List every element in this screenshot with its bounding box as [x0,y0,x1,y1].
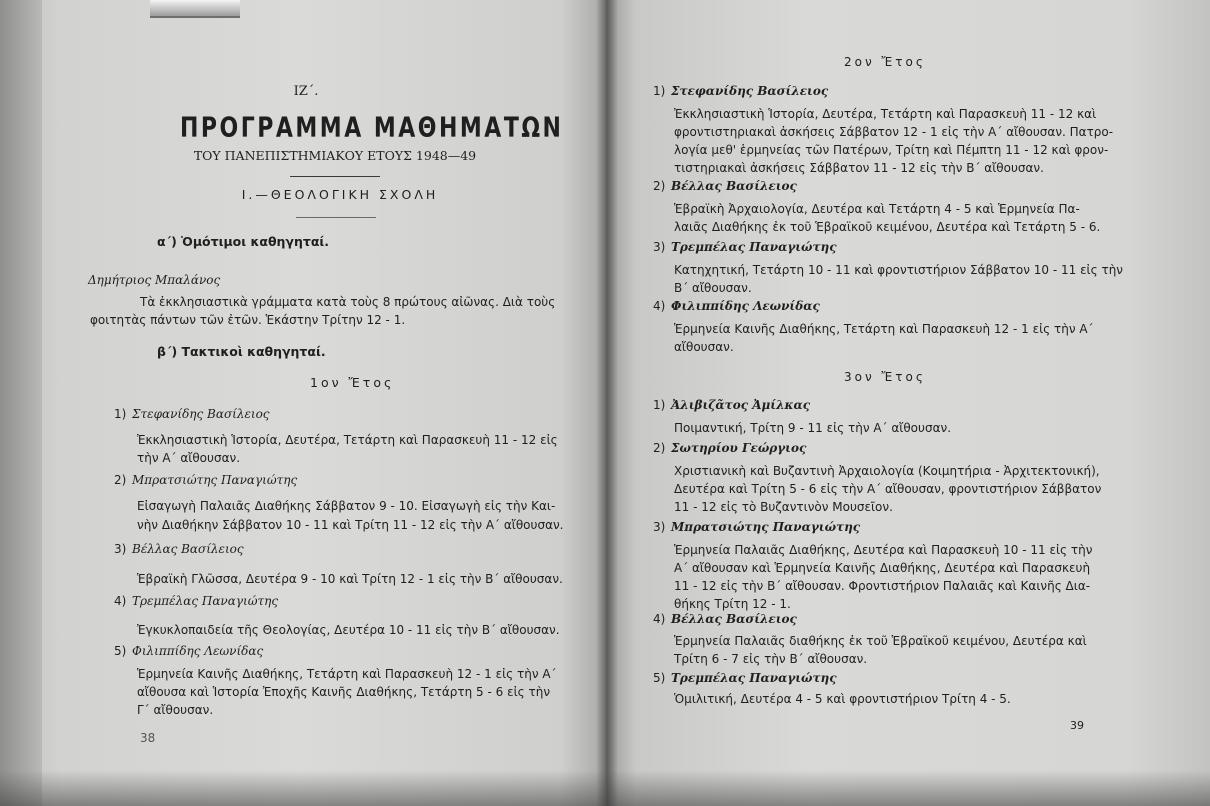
page-edge-shadow [0,0,42,806]
course-number: 5) [653,671,666,685]
course-description: λογία μεθ' ἑρμηνείας τῶν Πατέρων, Τρίτη καὶ Πέμπτη 11 - 12 καὶ φρον- [674,143,1109,157]
course-entry [653,613,797,625]
course-entry [114,595,278,607]
course-number: 3) [653,520,666,534]
course-number: 4) [114,594,127,608]
course-description: θήκης Τρίτη 12 - 1. [674,597,791,611]
course-description: νὴν Διαθήκην Σάββατον 10 - 11 καὶ Τρίτη 11 - 12 εἰς τὴν Α΄ αἴθουσαν. [137,518,564,532]
course-number: 1) [653,84,666,98]
professor-name: Φιλιππίδης Λεωνίδας [132,644,264,658]
course-description: τὴν Α΄ αἴθουσαν. [137,451,241,465]
course-description: Α΄ αἴθουσαν καὶ Ἑρμηνεία Καινῆς Διαθήκης, Δευτέρα καὶ Παρασκευὴ [674,561,1091,575]
course-entry [114,474,297,486]
course-entry [653,442,806,454]
course-number: 2) [653,179,666,193]
course-description: Δευτέρα καὶ Τρίτη 5 - 6 εἰς τὴν Α΄ αἴθουσαν, φροντιστήριον Σάββατον [674,482,1102,496]
page-number: 39 [1070,719,1084,732]
course-entry [653,399,810,411]
professor-name: Τρεμπέλας Παναγιώτης [671,240,837,254]
course-description: Ἐκκλησιαστικὴ Ἱστορία, Δευτέρα, Τετάρτη καὶ Παρασκευὴ 11 - 12 εἰς [137,433,558,447]
course-description: Γ΄ αἴθουσαν. [137,703,214,717]
course-number: 1) [653,398,666,412]
course-description: Ἑρμηνεία Καινῆς Διαθήκης, Τετάρτη καὶ Παρασκευὴ 12 - 1 εἰς τὴν Α΄ [137,667,557,681]
course-number: 4) [653,299,666,313]
course-entry [653,241,837,253]
year-2-heading: 2ον Ἔτος [844,55,926,69]
professor-name: Τρεμπέλας Παναγιώτης [132,594,279,608]
year-1-heading: 1ον Ἔτος [310,375,395,390]
course-number: 4) [653,612,666,626]
emeritus-text-line: φοιτητὰς πάντων τῶν ἐτῶν. Ἑκάστην Τρίτην 12 - 1. [90,313,406,327]
professor-name: Φιλιππίδης Λεωνίδας [671,299,820,313]
course-number: 3) [114,542,127,556]
emeritus-text-line: Τὰ ἐκκλησιαστικὰ γράμματα κατὰ τοὺς 8 πρώτους αἰῶνας. Διὰ τοὺς [140,295,556,309]
course-description: Ἑρμηνεία Παλαιᾶς διαθήκης ἐκ τοῦ Ἑβραϊκοῦ κειμένου, Δευτέρα καὶ [674,634,1087,648]
professor-name: Ἀλιβιζᾶτος Ἀμίλκας [671,398,811,412]
course-description: Κατηχητική, Τετάρτη 10 - 11 καὶ φροντιστήριον Σάββατον 10 - 11 εἰς τὴν [674,263,1124,277]
course-description: Β΄ αἴθουσαν. [674,281,752,295]
course-description: Ποιμαντική, Τρίτη 9 - 11 εἰς τὴν Α΄ αἴθουσαν. [674,421,952,435]
course-entry [653,300,820,312]
emeritus-professor-name: Δημήτριος Μπαλάνος [88,273,221,287]
professor-name: Σωτηρίου Γεώργιος [671,441,807,455]
course-description: Εἰσαγωγὴ Παλαιᾶς Διαθήκης Σάββατον 9 - 10. Εἰσαγωγὴ εἰς τὴν Και- [137,499,556,513]
subtitle: ΤΟΥ ΠΑΝΕΠΙΣΤΗΜΙΑΚΟΥ ΕΤΟΥΣ 1948—49 [193,148,477,163]
course-number: 1) [114,407,127,421]
school-heading: Ι.—ΘΕΟΛΟΓΙΚΗ ΣΧΟΛΗ [241,187,439,202]
course-entry [653,85,828,97]
professor-name: Βέλλας Βασίλειος [132,542,244,556]
course-entry [114,408,270,420]
course-number: 2) [653,441,666,455]
professor-name: Μπρατσιώτης Παναγιώτης [671,520,861,534]
section-a-heading: α΄) Ὁμότιμοι καθηγηταί. [157,234,330,249]
course-description: αἴθουσαν. [674,340,734,354]
course-description: Ἑβραϊκὴ Γλῶσσα, Δευτέρα 9 - 10 καὶ Τρίτη 12 - 1 εἰς τὴν Β΄ αἴθουσαν. [137,572,563,586]
course-description: τιστηριακαὶ ἀσκήσεις Σάββατον 11 - 12 εἰς τὴν Β΄ αἴθουσαν. [674,161,1044,175]
professor-name: Βέλλας Βασίλειος [671,179,797,193]
course-entry [653,672,837,684]
course-number: 2) [114,473,127,487]
course-description: Χριστιανικὴ καὶ Βυζαντινὴ Ἀρχαιολογία (Κοιμητήρια - Ἀρχιτεκτονική), [674,464,1100,478]
course-number: 3) [653,240,666,254]
course-description: 11 - 12 εἰς τὸ Βυζαντινὸν Μουσεῖον. [674,500,893,514]
binder-clip [150,0,240,18]
course-entry [653,180,797,192]
professor-name: Στεφανίδης Βασίλειος [671,84,829,98]
course-description: 11 - 12 εἰς τὴν Β΄ αἴθουσαν. Φροντιστήριον Παλαιᾶς καὶ Καινῆς Δια- [674,579,1091,593]
course-description: Ἐκκλησιαστικὴ Ἱστορία, Δευτέρα, Τετάρτη καὶ Παρασκευὴ 11 - 12 καὶ [674,107,1097,121]
book-gutter [596,0,618,806]
right-page [606,0,1210,806]
section-number: ΙΖ΄. [293,84,319,99]
course-description: Ὁμιλιτική, Δευτέρα 4 - 5 καὶ φροντιστήριον Τρίτη 4 - 5. [674,692,1011,706]
course-description: Ἑβραϊκὴ Ἀρχαιολογία, Δευτέρα καὶ Τετάρτη 4 - 5 καὶ Ἑρμηνεία Πα- [674,202,1080,216]
course-entry [114,543,244,555]
page-bottom-edge [0,770,1210,806]
school-rule [296,217,376,218]
title-rule [290,176,380,177]
course-description: φροντιστηριακαὶ ἀσκήσεις Σάββατον 12 - 1 εἰς τὴν Α΄ αἴθουσαν. Πατρο- [674,125,1114,139]
course-description: λαιᾶς Διαθήκης ἐκ τοῦ Ἑβραϊκοῦ κειμένου, Δευτέρα καὶ Τετάρτη 5 - 6. [674,220,1101,234]
course-entry [114,645,263,657]
year-3-heading: 3ον Ἔτος [844,370,926,384]
course-description: Ἑρμηνεία Παλαιᾶς Διαθήκης, Δευτέρα καὶ Παρασκευὴ 10 - 11 εἰς τὴν [674,543,1093,557]
professor-name: Τρεμπέλας Παναγιώτης [671,671,837,685]
professor-name: Στεφανίδης Βασίλειος [132,407,270,421]
course-description: αἴθουσα καὶ Ἱστορία Ἐποχῆς Καινῆς Διαθήκης, Τετάρτη 5 - 6 εἰς τὴν [137,685,551,699]
professor-name: Βέλλας Βασίλειος [671,612,797,626]
professor-name: Μπρατσιώτης Παναγιώτης [132,473,298,487]
course-description: Τρίτη 6 - 7 εἰς τὴν Β΄ αἴθουσαν. [674,652,868,666]
section-b-heading: β΄) Τακτικοὶ καθηγηταί. [157,344,326,359]
course-entry [653,521,860,533]
course-number: 5) [114,644,127,658]
course-description: Ἐγκυκλοπαιδεία τῆς Θεολογίας, Δευτέρα 10 - 11 εἰς τὴν Β΄ αἴθουσαν. [137,623,560,637]
course-description: Ἑρμηνεία Καινῆς Διαθήκης, Τετάρτη καὶ Παρασκευὴ 12 - 1 εἰς τὴν Α΄ [674,322,1094,336]
page-number: 38 [140,731,156,745]
main-title: ΠΡΟΓΡΑΜΜΑ ΜΑΘΗΜΑΤΩΝ [180,112,564,144]
